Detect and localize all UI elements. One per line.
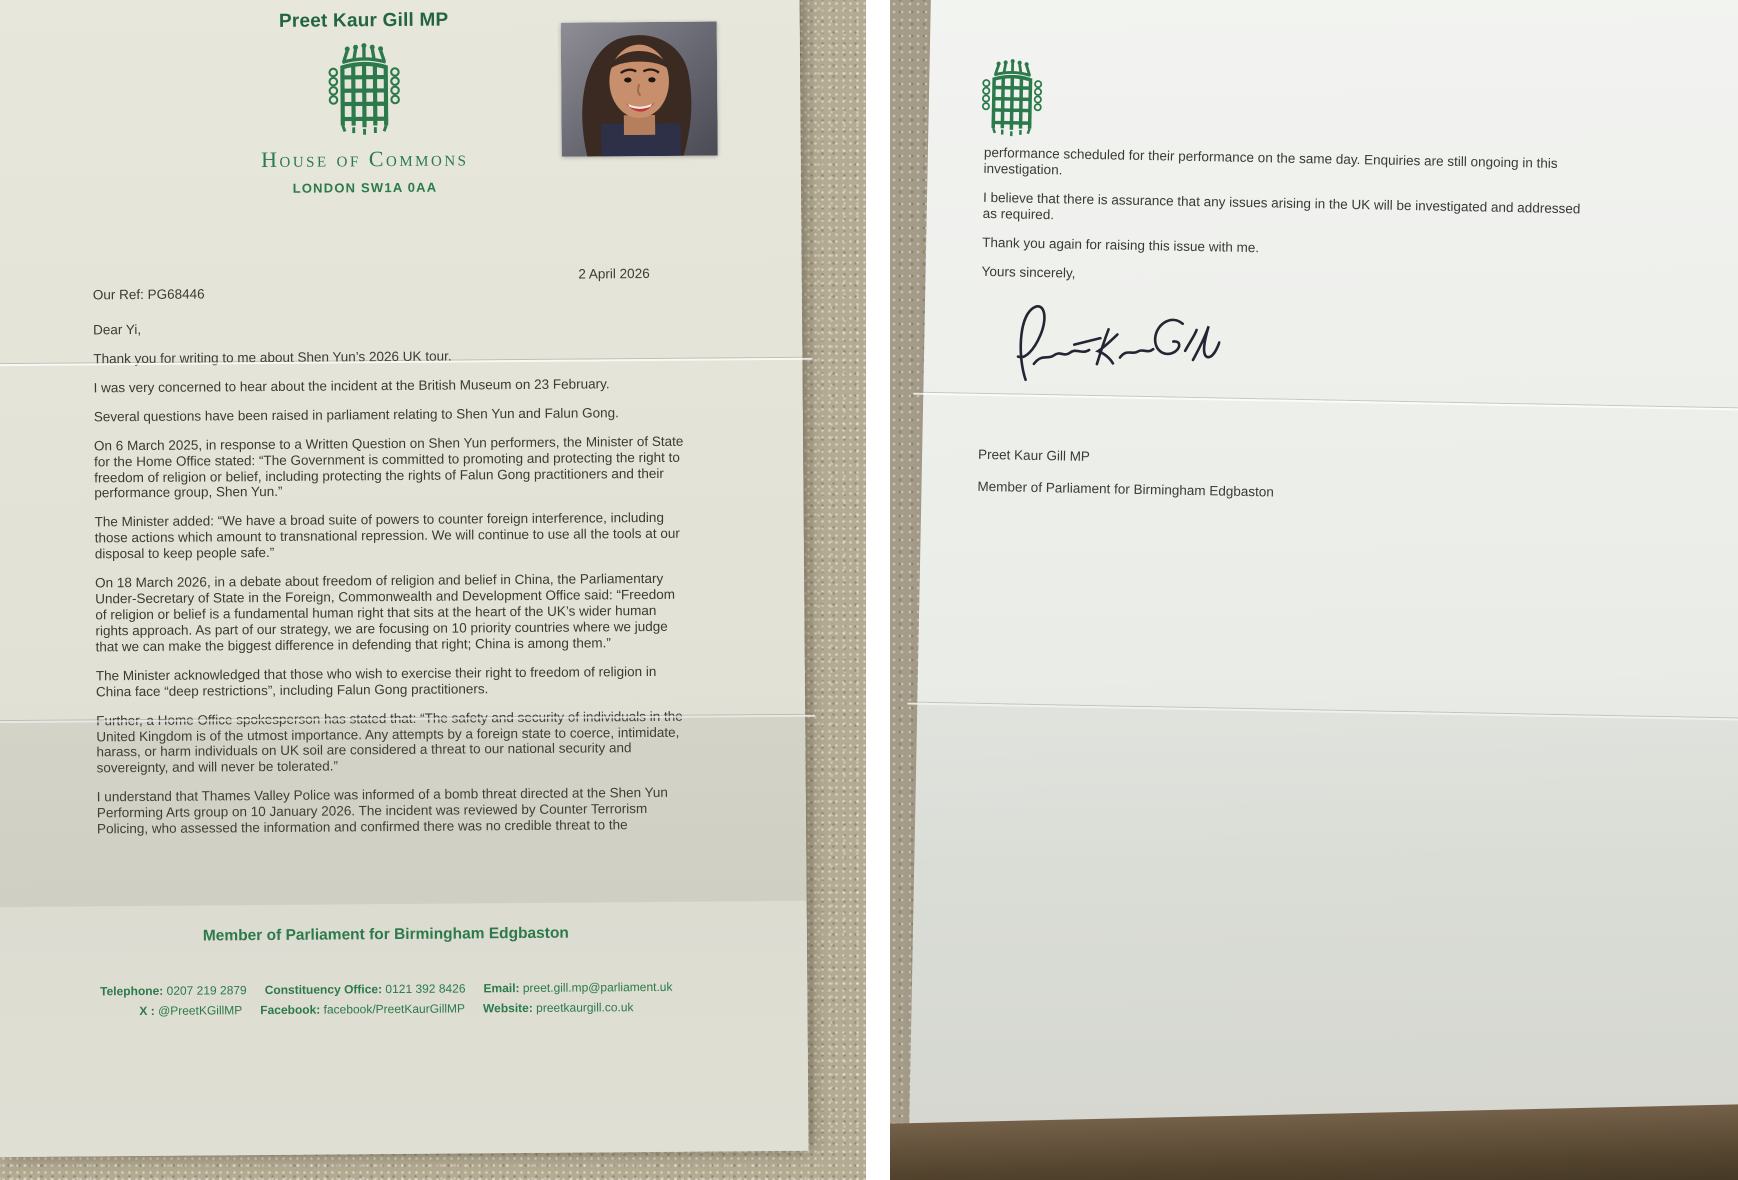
body-paragraph: Further, a Home Office spokesperson has stated that: “The safety and security of individuals in the United Kingdom is of the utmost importance. Any attempts by a foreign state to coerce, intimidate, harass, or harm individuals on UK soil are considered a threat to our national security and sovereignty, and will never be tolerated.” bbox=[96, 708, 683, 776]
letter-reference: Our Ref: PG68446 bbox=[92, 286, 205, 303]
body-paragraph: Thank you again for raising this issue with me. bbox=[982, 234, 1260, 255]
letter-body-page-1 bbox=[93, 318, 689, 851]
letter-date: 2 April 2026 bbox=[578, 265, 650, 282]
signer-title: Member of Parliament for Birmingham Edgbaston bbox=[977, 478, 1274, 500]
reference-and-date bbox=[93, 266, 672, 311]
portcullis-icon bbox=[976, 57, 1048, 144]
body-paragraph: performance scheduled for their performance on the same day. Enquiries are still ongoing in this investigation. bbox=[983, 144, 1558, 178]
mp-portrait-photo bbox=[561, 21, 718, 156]
body-paragraph: On 18 March 2026, in a debate about freedom of religion and belief in China, the Parliamentary Under-Secretary of State in the Foreign, Commonwealth and Development Office said: “Freedom of religion or belief is a fundamental human right that sits at the heart of the UK’s wider human rights approach. As part of our strategy, we are focusing on 10 priority countries where we judge that we can make the biggest difference in defending that right; China is among them.” bbox=[95, 571, 676, 655]
body-paragraph: I understand that Thames Valley Police was informed of a bomb threat directed at the Shen Yun Performing Arts group on 10 January 2026. The incident was reviewed by Counter Terrorism Policing, who assessed the information and confirmed there was no credible threat to the bbox=[96, 785, 668, 837]
house-of-commons-heading: House of Commons bbox=[260, 145, 469, 173]
x-social-contact: X : @PreetKGillMP bbox=[139, 1003, 243, 1019]
body-paragraph: The Minister acknowledged that those who wish to exercise their right to freedom of religion in China face “deep restrictions”, including Falun Gong practitioners. bbox=[95, 663, 657, 700]
letter-page-2-photo bbox=[890, 0, 1738, 1180]
email-contact: Email: preet.gill.mp@parliament.uk bbox=[483, 979, 673, 996]
fold-crease bbox=[913, 392, 1738, 412]
fold-crease bbox=[907, 702, 1738, 722]
body-paragraph: On 6 March 2025, in response to a Written Question on Shen Yun performers, the Minister of State for the Home Office stated: “The Government is committed to promoting and protecting the right to freedom of religion or belief, including protecting the rights of Falun Gong practitioners and their performance group, Shen Yun.” bbox=[93, 433, 684, 501]
signature-block bbox=[977, 447, 1274, 500]
salutation: Dear Yi, bbox=[93, 321, 142, 338]
fold-shadow-band bbox=[909, 703, 1738, 1162]
footer-constituency-title: Member of Parliament for Birmingham Edgbaston bbox=[202, 924, 569, 945]
x-logo-icon: X : bbox=[139, 1003, 155, 1019]
closing-line: Yours sincerely, bbox=[981, 263, 1076, 281]
body-paragraph: The Minister added: “We have a broad suite of powers to counter foreign interference, including those actions which amount to transnational repression. We will continue to use all the tools at our disposal to keep people safe.” bbox=[94, 510, 680, 562]
portcullis-icon bbox=[322, 42, 407, 143]
facebook-contact: Facebook: facebook/PreetKaurGillMP bbox=[260, 1001, 466, 1018]
contact-row-2 bbox=[21, 999, 751, 1019]
body-paragraph: I believe that there is assurance that any issues arising in the UK will be investigated and addressed as required. bbox=[982, 189, 1581, 223]
body-paragraph: I was very concerned to hear about the incident at the British Museum on 23 February. bbox=[93, 376, 610, 396]
website-contact: Website: preetkaurgill.co.uk bbox=[482, 1000, 634, 1016]
address-line: LONDON SW1A 0AA bbox=[292, 179, 438, 196]
letter-page-2-paper bbox=[909, 0, 1738, 1162]
montage-divider bbox=[866, 0, 890, 1180]
handwritten-signature bbox=[989, 299, 1221, 395]
signer-name: Preet Kaur Gill MP bbox=[977, 446, 1091, 464]
letter-footer bbox=[21, 923, 752, 1019]
letter-page-1-paper bbox=[0, 0, 809, 1157]
body-paragraph: Several questions have been raised in parliament relating to Shen Yun and Falun Gong. bbox=[93, 405, 619, 425]
letter-body-page-2 bbox=[981, 145, 1584, 304]
body-paragraph: Thank you for writing to me about Shen Yun’s 2026 UK tour. bbox=[93, 348, 452, 367]
constituency-office-contact: Constituency Office: 0121 392 8426 bbox=[264, 981, 466, 998]
mp-name-heading: Preet Kaur Gill MP bbox=[278, 9, 449, 32]
letter-page-1-photo bbox=[0, 0, 866, 1180]
telephone-contact: Telephone: 0207 219 2879 bbox=[100, 983, 247, 999]
contact-row-1 bbox=[21, 979, 751, 999]
